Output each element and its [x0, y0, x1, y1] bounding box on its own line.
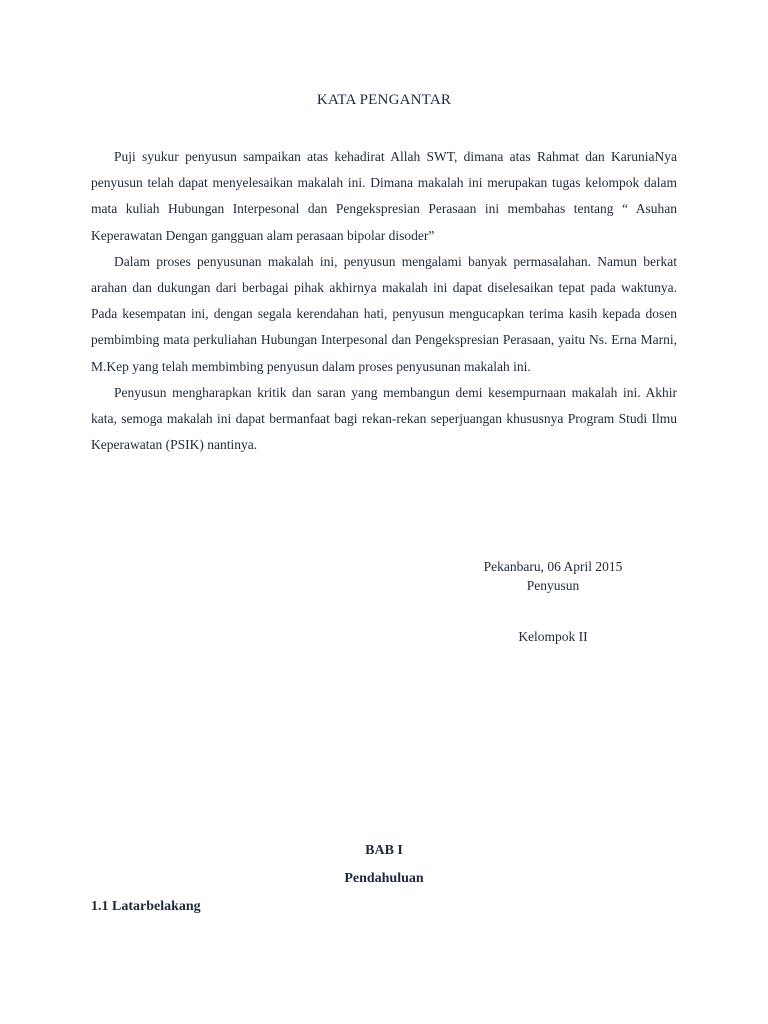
- signature-name: Kelompok II: [518, 629, 588, 644]
- chapter-label: BAB I: [365, 843, 403, 858]
- paragraph-2: Dalam proses penyusunan makalah ini, penyusun mengalami banyak permasalahan. Namun berkat arahan dan dukungan dari berbagai pihak akhirnya makalah ini dapat diselesaikan tepat pada waktunya. Pada kesempatan ini, dengan segala kerendahan hati, penyusun mengucapkan terima kasih kepada dosen pembimbing mata perkuliahan Hubungan Interpesonal dan Pengekspresian Perasaan, yaitu Ns. Erna Marni, M.Kep yang telah membimbing penyusun dalam proses penyusunan makalah ini.: [91, 253, 677, 374]
- signature-gap: [470, 595, 636, 627]
- section-heading: 1.1 Latarbelakang: [91, 899, 201, 914]
- page-title: KATA PENGANTAR: [316, 92, 452, 108]
- chapter-title: Pendahuluan: [344, 871, 424, 886]
- body-text: [91, 144, 677, 458]
- paragraph-1: Puji syukur penyusun sampaikan atas kehadirat Allah SWT, dimana atas Rahmat dan KaruniaNya penyusun telah dapat menyelesaikan makalah ini. Dimana makalah ini merupakan tugas kelompok dalam mata kuliah Hubungan Interpesonal dan Pengekspresian Perasaan ini membahas tentang “ Asuhan Keperawatan Dengan gangguan alam perasaan bipolar disoder”: [91, 149, 677, 243]
- paragraph-3: Penyusun mengharapkan kritik dan saran yang membangun demi kesempurnaan makalah ini. Akhir kata, semoga makalah ini dapat bermanfaat bagi rekan-rekan seperjuangan khususnya Program Studi Ilmu Keperawatan (PSIK) nantinya.: [91, 384, 677, 453]
- signature-role: Penyusun: [526, 578, 580, 593]
- signature-place-date: Pekanbaru, 06 April 2015: [483, 559, 623, 574]
- signature-block: [470, 557, 636, 646]
